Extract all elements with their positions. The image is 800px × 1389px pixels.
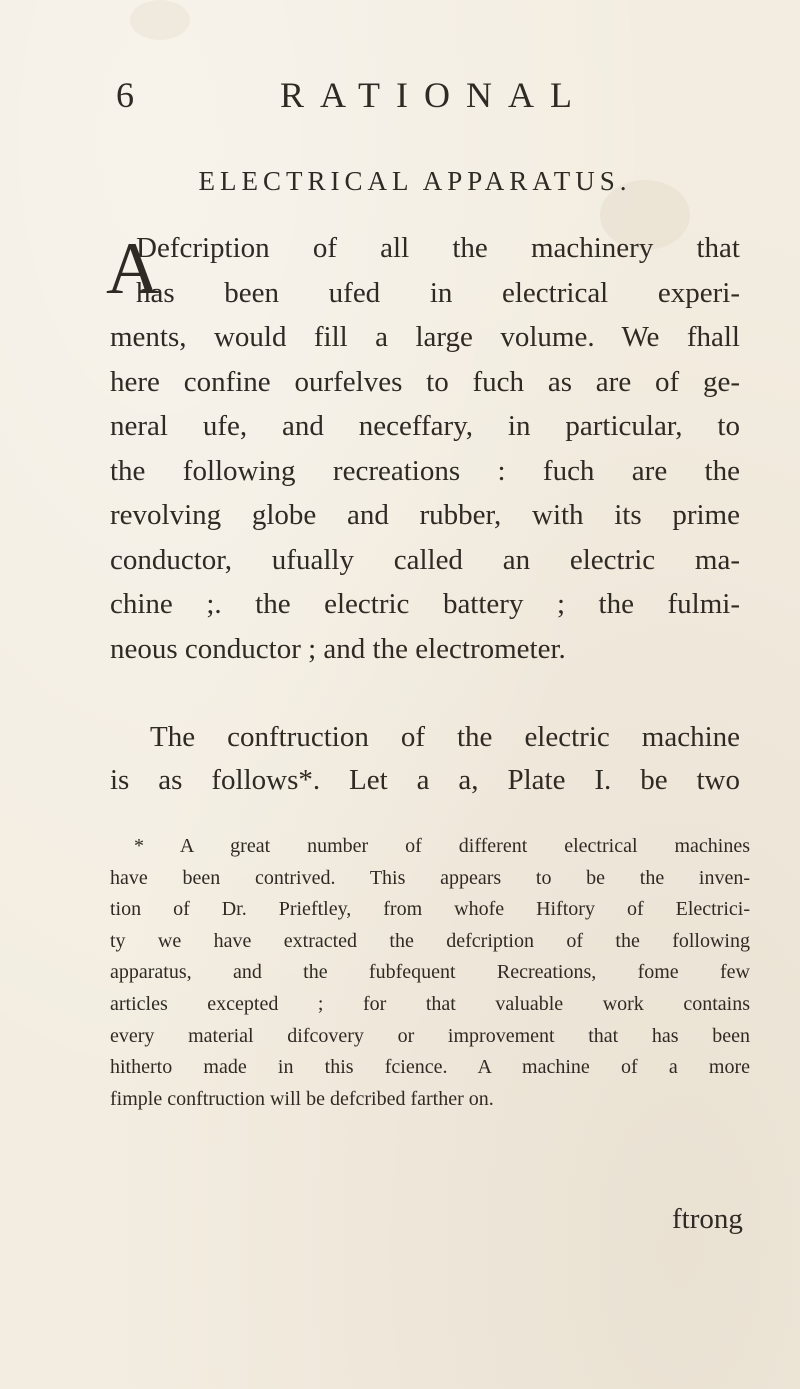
footnote-line: apparatus, and the fubfequent Recreations, fome few xyxy=(110,961,750,984)
text-line: here confine ourfelves to fuch as are of ge- xyxy=(110,365,740,398)
footnote xyxy=(110,831,750,1115)
paper-stain xyxy=(130,0,190,40)
drop-cap: A xyxy=(106,228,160,310)
text-line: ments, would fill a large volume. We fhall xyxy=(110,321,740,353)
text-line: is as follows*. Let a a, Plate I. be two xyxy=(110,764,740,796)
footnote-line: articles excepted ; for that valuable work contains xyxy=(110,992,750,1015)
text-line: chine ;. the electric battery ; the fulmi- xyxy=(110,588,740,620)
footnote-line: fimple conftruction will be defcribed farther on. xyxy=(110,1087,494,1110)
text-line: Defcription of all the machinery that xyxy=(136,232,740,264)
footnote-line: every material difcovery or improvement that has been xyxy=(110,1024,750,1047)
text-line: the following recreations : fuch are the xyxy=(110,454,740,487)
text-line: revolving globe and rubber, with its prime xyxy=(110,499,740,531)
footnote-line: hitherto made in this fcience. A machine of a more xyxy=(110,1056,750,1079)
text-line: neous conductor ; and the electrometer. xyxy=(110,632,566,665)
catchword: ftrong xyxy=(672,1203,743,1235)
section-title: ELECTRICAL APPARATUS. xyxy=(198,166,632,196)
footnote-line: * A great number of different electrical machines xyxy=(134,835,750,857)
text-line: neral ufe, and neceffary, in particular, to xyxy=(110,410,740,442)
footnote-line: tion of Dr. Prieftley, from whofe Hiftory of Electrici- xyxy=(110,898,750,921)
page-header xyxy=(110,70,750,120)
footnote-line: ty we have extracted the defcription of the following xyxy=(110,929,750,952)
text-line: has been ufed in electrical experi- xyxy=(136,276,740,309)
text-line: The conftruction of the electric machine xyxy=(150,721,740,753)
page-number: 6 xyxy=(116,75,135,115)
paragraph-1 xyxy=(106,226,740,671)
text-line: conductor, ufually called an electric ma- xyxy=(110,543,740,576)
paragraph-2 xyxy=(110,716,740,802)
footnote-line: have been contrived. This appears to be the inven- xyxy=(110,866,750,889)
running-head: RATIONAL xyxy=(280,75,588,115)
